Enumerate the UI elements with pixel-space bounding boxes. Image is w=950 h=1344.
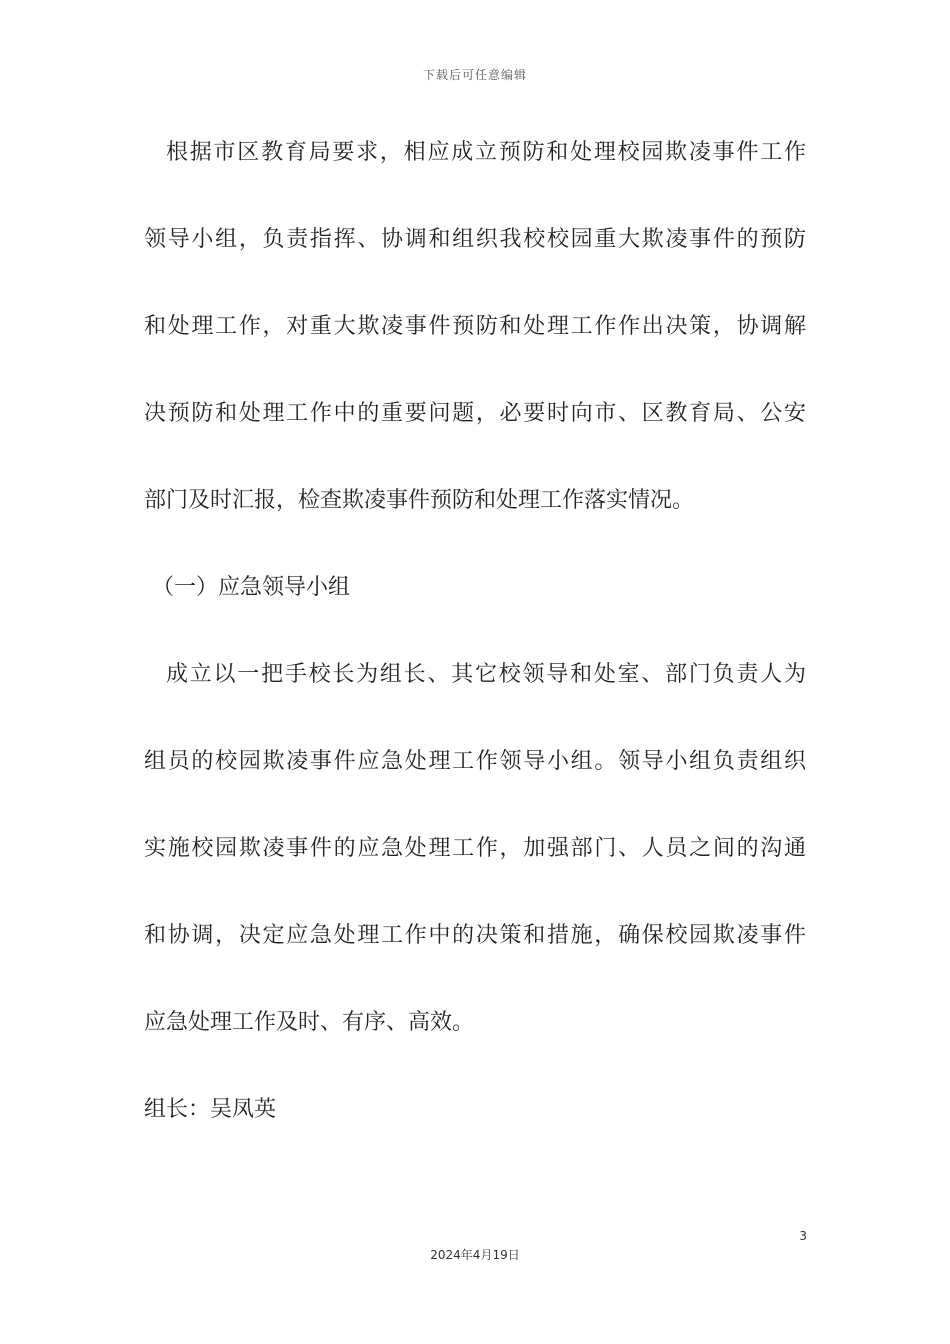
paragraph-1-line-5: 部门及时汇报，检查欺凌事件预防和处理工作落实情况。 bbox=[144, 488, 695, 513]
paragraph-2-line-5: 应急处理工作及时、有序、高效。 bbox=[144, 1010, 475, 1035]
paragraph-1-line-2: 领导小组，负责指挥、协调和组织我校校园重大欺凌事件的预防 bbox=[144, 227, 806, 252]
paragraph-1-line-4: 决预防和处理工作中的重要问题，必要时向市、区教育局、公安 bbox=[144, 401, 806, 426]
group-leader-label: 组长：吴凤英 bbox=[144, 1097, 277, 1122]
paragraph-1-line-3: 和处理工作，对重大欺凌事件预防和处理工作作出决策，协调解 bbox=[144, 314, 806, 339]
paragraph-1-line-1: 根据市区教育局要求，相应成立预防和处理校园欺凌事件工作 bbox=[166, 140, 806, 165]
footer-date: 2024年4月19日 bbox=[430, 1248, 520, 1262]
paragraph-2-line-3: 实施校园欺凌事件的应急处理工作，加强部门、人员之间的沟通 bbox=[144, 836, 806, 861]
section-heading: （一）应急领导小组 bbox=[152, 575, 351, 600]
paragraph-2-line-1: 成立以一把手校长为组长、其它校领导和处室、部门负责人为 bbox=[166, 662, 806, 687]
document-body bbox=[144, 127, 806, 1171]
page-header: 下载后可任意编辑 bbox=[422, 68, 527, 82]
paragraph-2-line-4: 和协调，决定应急处理工作中的决策和措施，确保校园欺凌事件 bbox=[144, 923, 806, 948]
paragraph-2-line-2: 组员的校园欺凌事件应急处理工作领导小组。领导小组负责组织 bbox=[144, 749, 806, 774]
page-number: 3 bbox=[799, 1229, 807, 1243]
